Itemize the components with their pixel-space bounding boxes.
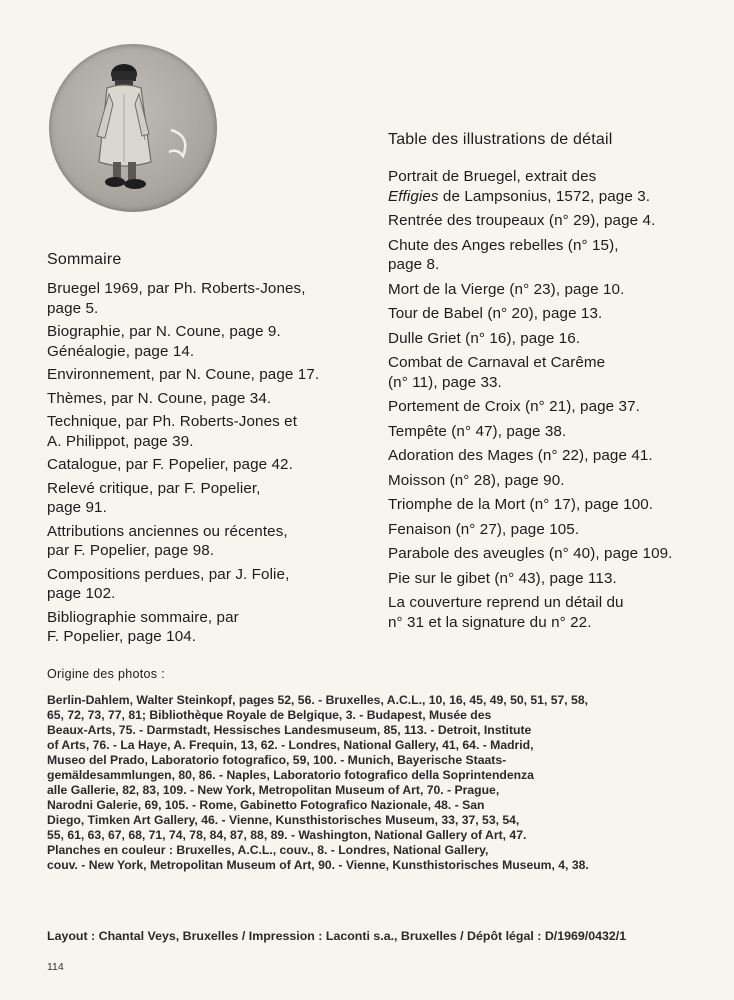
illustration-entry-italic: Effigies: [388, 187, 439, 205]
illustration-entry: Parabole des aveugles (n° 40), page 109.: [388, 545, 673, 562]
illustration-entry: La couverture reprend un détail du n° 31 et la signature du n° 22.: [388, 594, 624, 631]
medallion-illustration: [49, 44, 217, 212]
sommaire-entry: Relevé critique, par F. Popelier, page 91.: [47, 479, 261, 516]
photo-credit-line: 65, 72, 73, 77, 81; Bibliothèque Royale de Belgique, 3. - Budapest, Musée des: [47, 708, 492, 722]
illustration-entry: [388, 167, 718, 206]
illustrations-list: [388, 211, 718, 632]
illustration-entry: Rentrée des troupeaux (n° 29), page 4.: [388, 212, 656, 229]
photos-title: Origine des photos :: [47, 667, 165, 681]
sommaire-heading: Sommaire: [47, 251, 122, 268]
illustration-entry-line1: Portrait de Bruegel, extrait des: [388, 168, 597, 185]
illustration-entry: Tempête (n° 47), page 38.: [388, 422, 567, 440]
sommaire-entry: Bibliographie sommaire, par F. Popelier, page 104.: [47, 608, 239, 645]
illustration-entry: Triomphe de la Mort (n° 17), page 100.: [388, 496, 654, 513]
sommaire-entry: Catalogue, par F. Popelier, page 42.: [47, 456, 293, 473]
illustration-entry: Pie sur le gibet (n° 43), page 113.: [388, 569, 617, 587]
illustration-entry: Chute des Anges rebelles (n° 15), page 8.: [388, 236, 619, 273]
sommaire-entry: Biographie, par N. Coune, page 9. Généalogie, page 14.: [47, 323, 281, 360]
illustration-entry: Moisson (n° 28), page 90.: [388, 471, 565, 489]
sommaire-section: [47, 251, 377, 651]
illustration-entry: Fenaison (n° 27), page 105.: [388, 520, 580, 538]
sommaire-entry: Attributions anciennes ou récentes, par F. Popelier, page 98.: [47, 522, 288, 559]
sommaire-entry: Compositions perdues, par J. Folie, page 102.: [47, 565, 290, 602]
photo-credit-line: 55, 61, 63, 67, 68, 71, 74, 78, 84, 87, 88, 89. - Washington, National Gallery of Art, 47.: [47, 828, 527, 842]
photo-credit-line: Museo del Prado, Laboratorio fotografico, 59, 100. - Munich, Bayerische Staats-: [47, 753, 507, 767]
illustration-entry-rest: de Lampsonius, 1572, page 3.: [438, 187, 651, 205]
illustration-entry: Dulle Griet (n° 16), page 16.: [388, 329, 581, 347]
photo-credit-line: alle Gallerie, 82, 83, 109. - New York, Metropolitan Museum of Art, 70. - Prague,: [47, 783, 500, 797]
illustration-entry: Combat de Carnaval et Carême (n° 11), page 33.: [388, 354, 606, 391]
page-number: 114: [47, 961, 64, 973]
photo-credit-line: Narodni Galerie, 69, 105. - Rome, Gabinetto Fotografico Nazionale, 48. - San: [47, 798, 485, 812]
illustration-entry: Tour de Babel (n° 20), page 13.: [388, 305, 603, 322]
illustration-entry: Adoration des Mages (n° 22), page 41.: [388, 447, 653, 464]
photo-credit-line: Diego, Timken Art Gallery, 46. - Vienne, Kunsthistorisches Museum, 33, 37, 53, 54,: [47, 813, 520, 827]
photo-credit-line: couv. - New York, Metropolitan Museum of Art, 90. - Vienne, Kunsthistorisches Museum, 4, 38.: [47, 858, 589, 872]
illustrations-section: [388, 131, 718, 637]
footer-credits: Layout : Chantal Veys, Bruxelles / Impression : Laconti s.a., Bruxelles / Dépôt légal : D/1969/0432/1: [47, 929, 627, 943]
figure-illustration: [49, 44, 217, 212]
illustration-entry: Portement de Croix (n° 21), page 37.: [388, 398, 640, 415]
photo-credit-line: Berlin-Dahlem, Walter Steinkopf, pages 52, 56. - Bruxelles, A.C.L., 10, 16, 45, 49, 50, 51, 57, 58,: [47, 693, 588, 707]
sommaire-entry: Bruegel 1969, par Ph. Roberts-Jones, page 5.: [47, 280, 306, 317]
photo-credit-line: Beaux-Arts, 75. - Darmstadt, Hessisches Landesmuseum, 85, 113. - Detroit, Institute: [47, 723, 532, 737]
photo-credit-line: gemäldesammlungen, 80, 86. - Naples, Laboratorio fotografico della Soprintendenza: [47, 768, 534, 782]
sommaire-entry: Thèmes, par N. Coune, page 34.: [47, 389, 272, 407]
photos-credits: [47, 693, 697, 873]
sommaire-entry: Environnement, par N. Coune, page 17.: [47, 366, 320, 383]
sommaire-list: [47, 279, 377, 647]
illustration-entry: Mort de la Vierge (n° 23), page 10.: [388, 280, 625, 298]
illustrations-heading: Table des illustrations de détail: [388, 131, 613, 148]
sommaire-entry: Technique, par Ph. Roberts-Jones et A. Philippot, page 39.: [47, 413, 298, 450]
photo-credit-line: Planches en couleur : Bruxelles, A.C.L., couv., 8. - Londres, National Gallery,: [47, 843, 489, 857]
photo-credit-line: of Arts, 76. - La Haye, A. Frequin, 13, 62. - Londres, National Gallery, 41, 64. - Madrid,: [47, 738, 534, 752]
